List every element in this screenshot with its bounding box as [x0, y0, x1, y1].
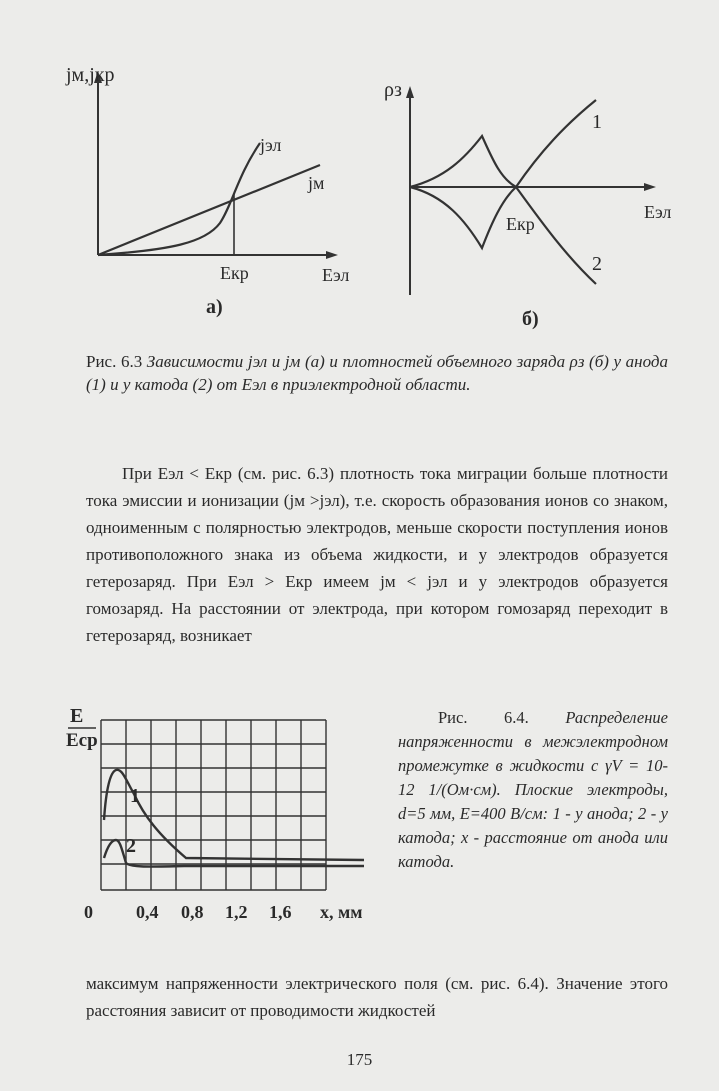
curve-label-jm: jм	[308, 173, 325, 193]
x-tick-3: 1,2	[225, 902, 248, 922]
page-number: 175	[346, 1050, 373, 1069]
curve-2	[104, 840, 364, 867]
curve-label-2: 2	[126, 835, 136, 857]
figure-6-4-caption	[398, 706, 668, 874]
figure-6-3-panel-b	[370, 70, 690, 335]
figure-6-3-caption	[86, 350, 668, 396]
y-label-bottom: Eср	[66, 730, 98, 751]
caption-prefix: Рис. 6.3	[86, 352, 147, 371]
curve-2	[410, 187, 596, 284]
curve-jm	[98, 165, 320, 255]
figure-6-3-panel-a	[60, 55, 380, 330]
panel-letter-b: б)	[522, 308, 539, 330]
caption-text: Зависимости jэл и jм (а) и плотностей объемного заряда ρз (б) у анода (1) и у катода (2) от Eэл в приэлектродной области.	[86, 352, 668, 394]
x-marker-label: Eкр	[220, 263, 249, 283]
x-tick-2: 0,8	[181, 902, 204, 922]
x-axis-label: x, мм	[320, 902, 363, 922]
x-tick-1: 0,4	[136, 902, 159, 922]
caption-text: Распределение напряженности в межэлектродном промежутке в жидкости с γV = 10-12 1/(Ом·см). Плоские электроды, d=5 мм, E=400 В/см: 1 - у анода; 2 - у катода; x - расстояние от анода или катода.	[398, 708, 668, 871]
curve-label-1: 1	[592, 111, 602, 133]
curve-label-jel: jэл	[260, 135, 282, 155]
x-tick-0: 0	[84, 902, 93, 922]
y-axis-label: jм,jкр	[66, 64, 115, 86]
paragraph-1: При Eэл < Eкр (см. рис. 6.3) плотность тока миграции больше плотности тока эмиссии и ионизации (jм >jэл), т.е. скорость образования ионов со знаком, одноименным с полярностью электродов, меньше скорости поступления ионов противоположного знака из объема жидкости, и у электродов образуется гетерозаряд. При Eэл > Eкр имеем jм < jэл и у электродов образуется гомозаряд. На расстоянии от электрода, при котором гомозаряд переходит в гетерозаряд, возникает	[86, 464, 668, 645]
figure-6-4	[64, 700, 394, 936]
paragraph-2: максимум напряженности электрического поля (см. рис. 6.4). Значение этого расстояния зависит от проводимости жидкостей	[86, 974, 668, 1020]
curve-1	[410, 100, 596, 187]
caption-prefix: Рис. 6.4.	[438, 708, 566, 727]
panel-letter-a: а)	[206, 296, 223, 318]
x-tick-4: 1,6	[269, 902, 292, 922]
x-axis-label: Eэл	[644, 202, 672, 222]
y-axis-label: ρз	[384, 79, 402, 101]
curve-label-2: 2	[592, 253, 602, 275]
curve-1	[104, 770, 364, 860]
x-axis-label: Eэл	[322, 265, 350, 285]
y-label-top: E	[70, 705, 84, 727]
x-marker-label: Eкр	[506, 214, 535, 234]
curve-label-1: 1	[130, 785, 140, 807]
